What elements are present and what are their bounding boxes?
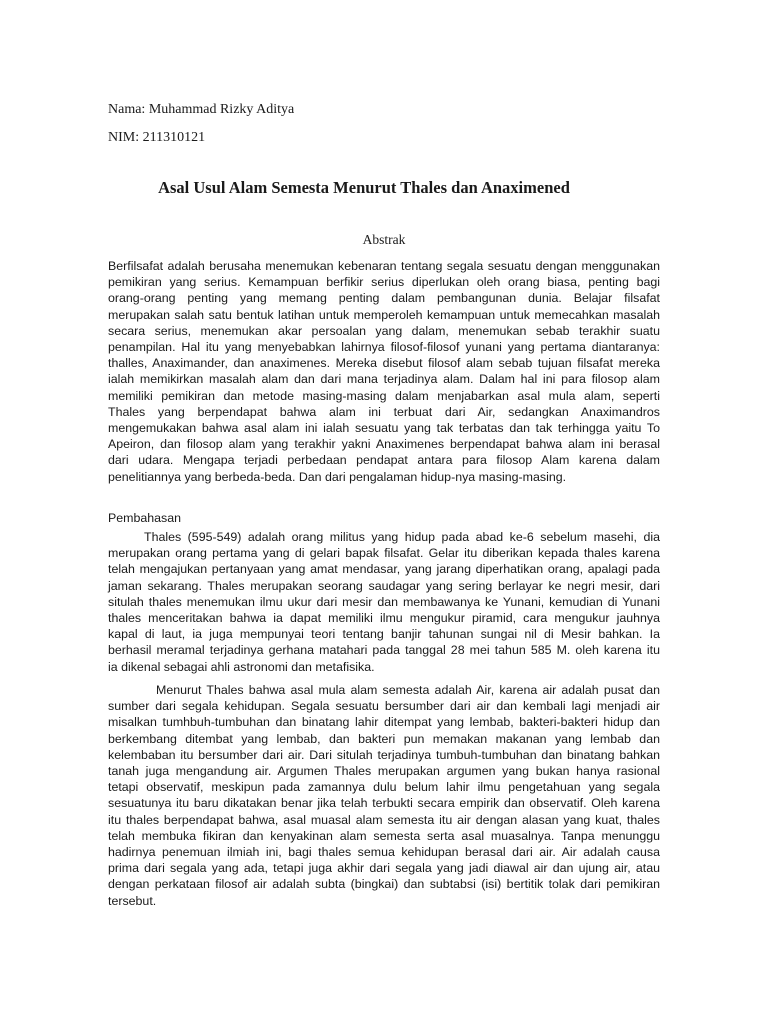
paragraph-line: misalkan tumhbuh-tumbuhan dan binatang lahir ditempat yang lembab, bakteri-bakteri hidup dan — [108, 715, 660, 730]
abstract-line: Berfilsafat adalah berusaha menemukan kebenaran tentang segala sesuatu dengan menggunakan — [108, 259, 660, 273]
paragraph-line: telah mengajukan pertanyaan yang amat mendasar, yang jarang diperhatikan orang, apalagi pada — [108, 562, 660, 577]
paragraph-line: tanah juga mengandung air. Argumen Thales merupakan argumen yang bukan hanya rasional — [108, 764, 660, 779]
abstract-line: ialah memikirkan masalah alam dan dari mana terjadinya alam. Dalam hal ini para filosop alam — [108, 372, 660, 387]
abstract-line: Thales yang berpendapat bahwa alam ini terbuat dari Air, sedangkan Anaximandros — [108, 404, 660, 419]
paragraph-line: tetapi observatif, meskipun pada zamannya dulu belum lahir ilmu pengetahuan yang segala — [108, 780, 660, 795]
paragraph-line: kelembaban itu bersumber dari air. Dari situlah terjadinya tumbuh-tumbuhan dan binatang bahkan — [108, 747, 660, 762]
abstract-line: penampilan. Hal itu yang menyebabkan lahirnya filosof-filosof yunani yang pertama diantaranya: — [108, 340, 660, 355]
paragraph-line: telah membuka fikiran dan kenyakinan alam semesta serta asal muasalnya. Tanpa menunggu — [108, 828, 660, 843]
paragraph-line: kapal di laut, ia juga mempunyai teori tentang banjir tahunan sungai nil di Mesir bahkan. Ia — [108, 627, 660, 642]
paragraph-line: merupakan orang pertama yang di gelari bapak filsafat. Gelar itu diberikan kepada thales karena — [108, 546, 660, 561]
author-name: Nama: Muhammad Rizky Aditya — [108, 102, 295, 117]
paragraph-line: Menurut Thales bahwa asal mula alam semesta adalah Air, karena air adalah pusat dan — [156, 683, 660, 697]
paragraph-line: jaman sekarang. Thales merupakan seorang saudagar yang sering berlayar ke negri mesir, dari — [108, 578, 660, 593]
document-title: Asal Usul Alam Semesta Menurut Thales dan Anaximened — [158, 178, 570, 197]
abstract-line: thalles, Anaximander, dan anaximenes. Mereka disebut filosof alam sebab tujuan filsafat mereka — [108, 356, 660, 371]
body-paragraph — [108, 682, 660, 909]
abstract-line: memiliki pemikiran dan metode masing-masing dalam menjabarkan asal mula alam, seperti — [108, 388, 660, 403]
paragraph-line: berkembang ditembat yang lembab, dan bakteri pun memakan makanan yang lembab dan — [108, 731, 660, 746]
abstract-line: orang-orang penting yang memang penting dalam pembangunan dunia. Belajar filsafat — [108, 291, 660, 306]
abstract-line: Apeiron, dan filosop alam yang terakhir yakni Anaximenes berpendapat bahwa alam ini berasal — [108, 437, 660, 452]
body-paragraph — [108, 529, 660, 675]
paragraph-line: thales menceritakan bahwa ia dapat memiliki ilmu mengukur piramid, cara mengukur jauhnya — [108, 611, 660, 626]
abstract-body — [108, 258, 660, 485]
paragraph-line: berhasil meramal terjadinya gerhana matahari pada tanggal 28 mei tahun 585 M. oleh karena itu — [108, 643, 660, 658]
paragraph-line: ia dikenal sebagai ahli astronomi dan metafisika. — [108, 659, 375, 674]
section-heading: Pembahasan — [108, 511, 182, 525]
abstract-line: pemikiran yang serius. Kemampuan berfikir serius diperlukan oleh orang biasa, penting bagi — [108, 275, 660, 290]
abstract-line: secara serius, menemukan akar persoalan yang dalam, menemukan sebab terakhir suatu — [108, 323, 660, 338]
paragraph-line: sumber dari segala kehidupan. Segala sesuatu bersumber dari air dan kembali lagi menjadi air — [108, 699, 660, 714]
paragraph-line: dengan perkataan filosof air adalah subta (bingkai) dan subtabsi (isi) bertitik tolak dari pemikiran — [108, 877, 660, 892]
paragraph-line: prima dari segala yang ada, tetapi juga akhir dari segala yang jadi diawal air dan ujung air, atau — [108, 861, 660, 876]
paragraph-line: Thales (595-549) adalah orang militus yang hidup pada abad ke-6 sebelum masehi, dia — [144, 530, 660, 544]
abstract-line: mengemukakan bahwa asal alam ini ialah sesuatu yang tak terbatas dan tak terhingga yaitu To — [108, 421, 660, 436]
abstract-line: merupakan salah satu bentuk latihan untuk memperoleh kemampuan untuk memecahkan masalah — [108, 307, 660, 322]
student-id: NIM: 211310121 — [108, 130, 206, 145]
paragraph-line: tersebut. — [108, 893, 157, 908]
abstract-line: penelitiannya yang berbeda-beda. Dan dari pengalaman hidup-nya masing-masing. — [108, 469, 567, 484]
paragraph-line: sesuatunya itu baru dikatakan benar jika telah terbukti secara empirik dan observatif. Oleh karena — [108, 796, 660, 811]
abstract-heading: Abstrak — [362, 232, 406, 247]
paragraph-line: itu thales berpendapat bahwa, asal muasal alam semesta itu air dengan alasan yang kuat, thales — [108, 812, 660, 827]
paragraph-line: situlah thales menemukan ilmu ukur dari mesir dan membawanya ke Yunani, kemudian di Yunani — [108, 594, 660, 609]
paragraph-line: hadirnya penemuan ilmiah ini, bagi thales semua kehidupan berasal dari air. Air adalah causa — [108, 845, 660, 860]
abstract-line: dari udara. Mengapa terjadi perbedaan pendapat antara para filosop Alam karena dalam — [108, 453, 660, 468]
